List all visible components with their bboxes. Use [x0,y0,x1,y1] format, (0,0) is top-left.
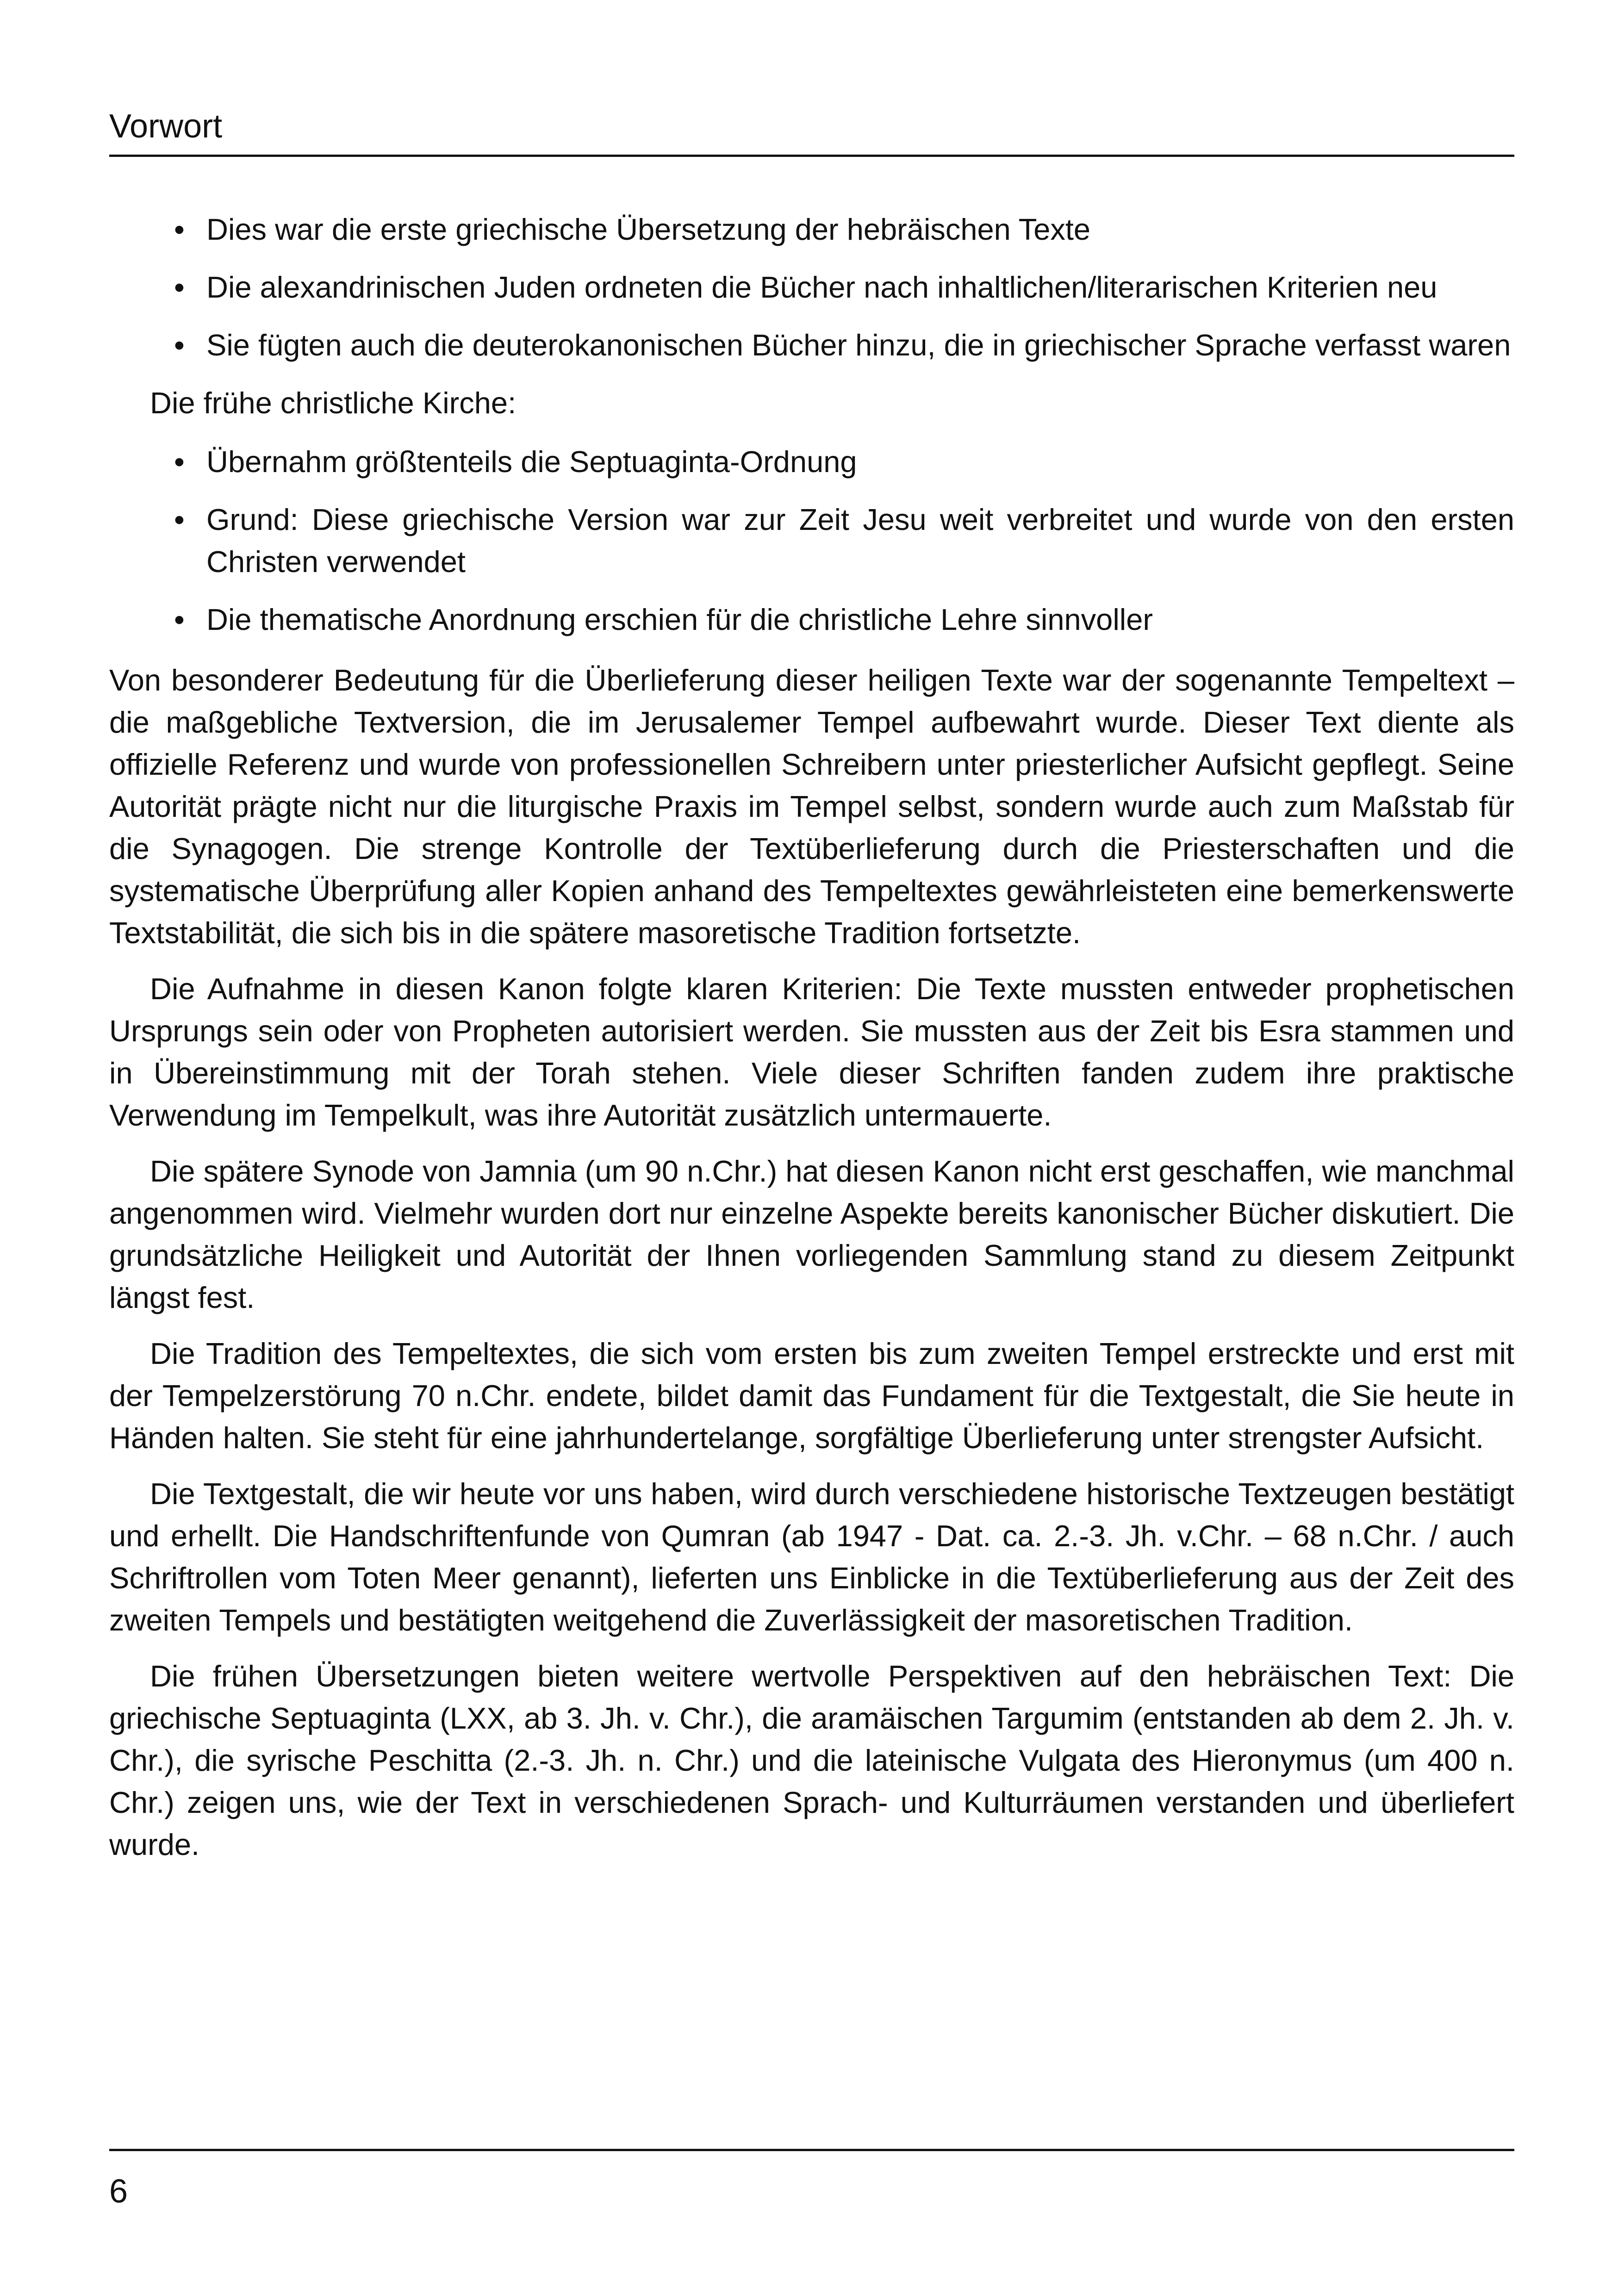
page-body [109,208,1514,1879]
page-number: 6 [109,2173,128,2210]
paragraph-tradition: Die Tradition des Tempeltextes, die sich vom ersten bis zum zweiten Tempel erstreckte und erst mit der Tempelzerstörung 70 n.Chr. endete, bildet damit das Fundament für die Textgestalt, die Sie heute in Händen halten. Sie steht für eine jahrhundertelange, sorgfältige Überlieferung unter strengster Aufsicht. [109,1337,1514,1455]
list-item: • Die thematische Anordnung erschien für die christliche Lehre sinnvoller [206,598,1514,641]
paragraph-tempeltext: Von besonderer Bedeutung für die Überlieferung dieser heiligen Texte war der sogenannte Tempeltext – die maßgebliche Textversion, die im Jerusalemer Tempel aufbewahrt wurde. Dieser Text diente als offizielle Referenz und wurde von professionellen Schreibern unter priesterlicher Aufsicht gepflegt. Seine Autorität prägte nicht nur die liturgische Praxis im Tempel selbst, sondern wurde auch zum Maßstab für die Synagogen. Die strenge Kontrolle der Textüberlieferung durch die Priesterschaften und die systematische Überprüfung aller Kopien anhand des Tempeltextes gewährleisteten eine bemerkenswerte Textstabilität, die sich bis in die spätere masoretische Tradition fortsetzte. [109,663,1514,950]
list-item: • Übernahm größtenteils die Septuaginta-Ordnung [206,441,1514,483]
list-item: • Die alexandrinischen Juden ordneten die Bücher nach inhaltlichen/literarischen Kriterien neu [206,266,1514,308]
church-bullet-list [109,441,1514,641]
paragraph-uebersetzungen: Die frühen Übersetzungen bieten weitere wertvolle Perspektiven auf den hebräischen Text: Die griechische Septuaginta (LXX, ab 3. Jh. v. Chr.), die aramäischen Targumim (entstanden ab dem 2. Jh. v. Chr.), die syrische Peschitta (2.-3. Jh. n. Chr.) und die lateinische Vulgata des Hieronymus (um 400 n. Chr.) zeigen uns, wie der Text in verschiedenen Sprach- und Kulturräumen verstanden und überliefert wurde. [109,1659,1514,1861]
header-title: Vorwort [109,108,223,145]
church-label: Die frühe christliche Kirche: [150,386,517,420]
footer-rule [109,2149,1514,2151]
paragraph-jamnia: Die spätere Synode von Jamnia (um 90 n.Chr.) hat diesen Kanon nicht erst geschaffen, wie manchmal angenommen wird. Vielmehr wurden dort nur einzelne Aspekte bereits kanonischer Bücher diskutiert. Die grundsätzliche Heiligkeit und Autorität der Ihnen vorliegenden Sammlung stand zu diesem Zeitpunkt längst fest. [109,1154,1514,1314]
paragraph-kanon-kriterien: Die Aufnahme in diesen Kanon folgte klaren Kriterien: Die Texte mussten entweder prophetischen Ursprungs sein oder von Propheten autorisiert werden. Sie mussten aus der Zeit bis Esra stammen und in Übereinstimmung mit der Torah stehen. Viele dieser Schriften fanden zudem ihre praktische Verwendung im Tempelkult, was ihre Autorität zusätzlich untermauerte. [109,972,1514,1132]
paragraph-textzeugen: Die Textgestalt, die wir heute vor uns haben, wird durch verschiedene historische Textzeugen bestätigt und erhellt. Die Handschriftenfunde von Qumran (ab 1947 - Dat. ca. 2.-3. Jh. v.Chr. – 68 n.Chr. / auch Schriftrollen vom Toten Meer genannt), lieferten uns Einblicke in die Textüberlieferung aus der Zeit des zweiten Tempels und bestätigten weitgehend die Zuverlässigkeit der masoretischen Tradition. [109,1477,1514,1637]
list-item: • Sie fügten auch die deuterokanonischen Bücher hinzu, die in griechischer Sprache verfasst waren [206,324,1514,366]
header-rule [109,155,1514,157]
running-header [109,106,1514,147]
list-item: • Dies war die erste griechische Übersetzung der hebräischen Texte [206,208,1514,250]
septuagint-bullet-list [109,208,1514,366]
list-item: • Grund: Diese griechische Version war zur Zeit Jesu weit verbreitet und wurde von den ersten Christen verwendet [206,498,1514,583]
